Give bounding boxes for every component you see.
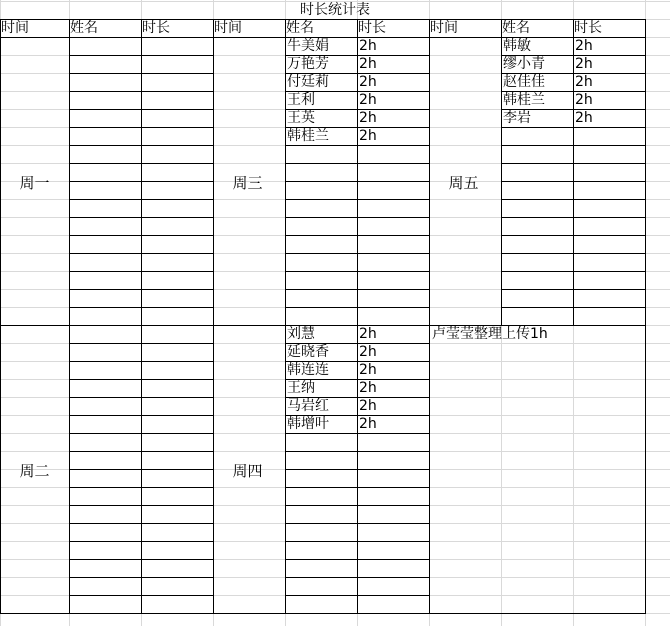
header-time: 时间 — [214, 20, 242, 36]
header-duration: 时长 — [574, 20, 602, 36]
entry-duration: 2h — [359, 326, 377, 342]
day-label-monday: 周一 — [19, 174, 50, 192]
entry-name: 韩桂兰 — [287, 128, 329, 144]
border-v — [141, 19, 142, 614]
entry-name: 王利 — [287, 92, 315, 108]
entry-duration: 2h — [359, 110, 377, 126]
entry-name: 韩敏 — [503, 38, 531, 54]
border-v — [645, 19, 646, 614]
entry-name: 韩桂兰 — [503, 92, 545, 108]
entry-name: 缪小青 — [503, 56, 545, 72]
entry-duration: 2h — [359, 416, 377, 432]
header-time: 时间 — [430, 20, 458, 36]
entry-duration: 2h — [359, 92, 377, 108]
entry-duration: 2h — [359, 362, 377, 378]
entry-name: 王纳 — [287, 380, 315, 396]
entry-name: 王英 — [287, 110, 315, 126]
header-name: 姓名 — [286, 20, 314, 36]
day-label-thursday: 周四 — [232, 462, 263, 480]
border-h — [0, 613, 646, 614]
entry-duration: 2h — [359, 56, 377, 72]
day-label-wednesday: 周三 — [232, 174, 263, 192]
upload-note: 卢莹莹整理上传1h — [432, 326, 548, 342]
border-v — [429, 19, 430, 614]
entry-duration: 2h — [575, 74, 593, 90]
header-time: 时间 — [1, 20, 29, 36]
entry-duration: 2h — [359, 128, 377, 144]
entry-name: 韩连连 — [287, 362, 329, 378]
border-v — [69, 19, 70, 614]
day-label-friday: 周五 — [448, 174, 479, 192]
entry-duration: 2h — [575, 92, 593, 108]
entry-name: 延晓香 — [287, 344, 329, 360]
border-v — [213, 19, 214, 614]
entry-duration: 2h — [575, 56, 593, 72]
entry-name: 马岩红 — [287, 398, 329, 414]
header-duration: 时长 — [142, 20, 170, 36]
entry-name: 付廷莉 — [287, 74, 329, 90]
entry-duration: 2h — [359, 398, 377, 414]
entry-duration: 2h — [575, 110, 593, 126]
entry-name: 刘慧 — [287, 326, 315, 342]
entry-name: 赵佳佳 — [503, 74, 545, 90]
entry-name: 韩增叶 — [287, 416, 329, 432]
entry-duration: 2h — [359, 74, 377, 90]
sheet-title: 时长统计表 — [300, 2, 370, 18]
entry-duration: 2h — [359, 380, 377, 396]
entry-duration: 2h — [359, 344, 377, 360]
entry-name: 万艳芳 — [287, 56, 329, 72]
entry-duration: 2h — [575, 38, 593, 54]
day-label-tuesday: 周二 — [19, 462, 50, 480]
entry-duration: 2h — [359, 38, 377, 54]
entry-name: 李岩 — [503, 110, 531, 126]
header-duration: 时长 — [358, 20, 386, 36]
border-v — [0, 19, 1, 614]
entry-name: 牛美娟 — [287, 38, 329, 54]
header-name: 姓名 — [70, 20, 98, 36]
header-name: 姓名 — [502, 20, 530, 36]
